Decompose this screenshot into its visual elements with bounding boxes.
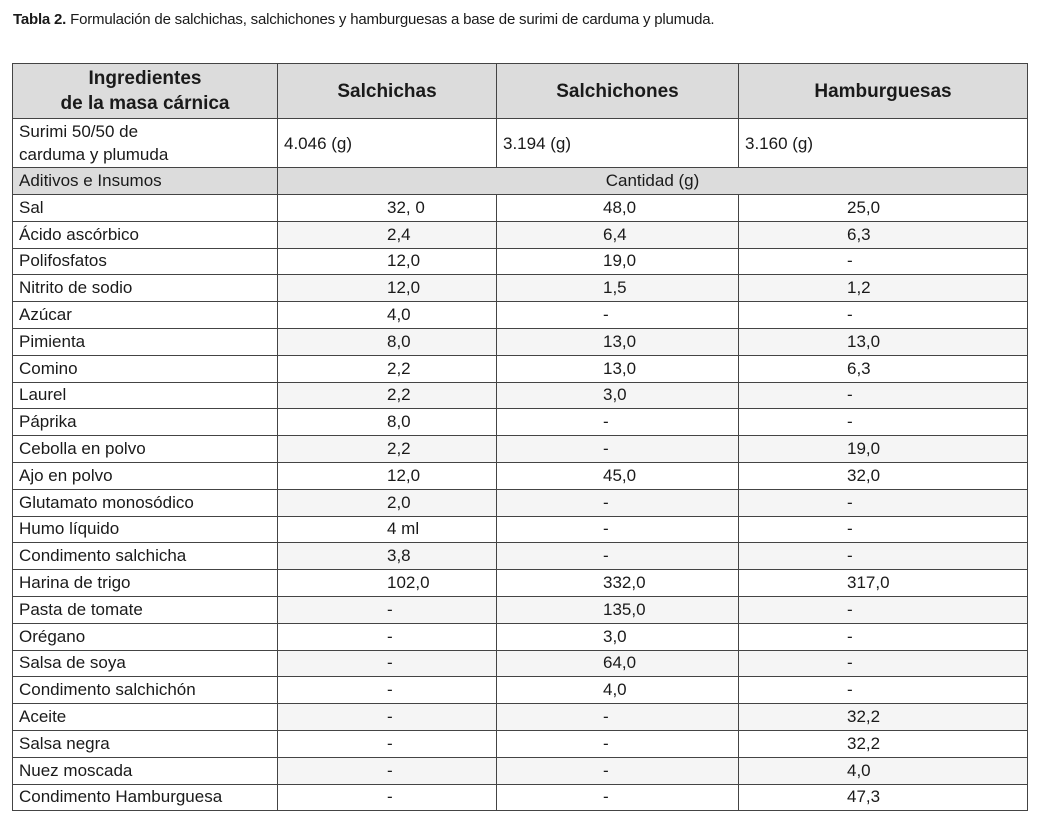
cell-hamburguesas (739, 248, 1028, 275)
cell-value: 6,4 (603, 224, 627, 244)
cell-salchichas (278, 328, 497, 355)
cell-value: 13,0 (603, 331, 637, 351)
ingredient-label: Humo líquido (13, 516, 278, 543)
cell-value: 32,2 (847, 707, 881, 727)
cell-value: - (847, 546, 853, 566)
table-row (13, 489, 1028, 516)
surimi-label-line2: carduma y plumuda (19, 145, 169, 164)
cell-value: - (387, 760, 393, 780)
table-row (13, 382, 1028, 409)
header-hamburguesas: Hamburguesas (739, 64, 1028, 119)
cell-hamburguesas (739, 704, 1028, 731)
cell-hamburguesas (739, 436, 1028, 463)
cell-hamburguesas (739, 677, 1028, 704)
ingredient-label: Condimento salchichón (13, 677, 278, 704)
cell-salchichones (497, 730, 739, 757)
cell-value: 12,0 (387, 251, 421, 271)
header-ingredients-line2: de la masa cárnica (60, 93, 230, 114)
cell-value: - (603, 412, 609, 432)
cell-salchichas (278, 489, 497, 516)
ingredient-label: Cebolla en polvo (13, 436, 278, 463)
cell-salchichas (278, 382, 497, 409)
cell-salchichones (497, 516, 739, 543)
ingredient-label: Azúcar (13, 302, 278, 329)
cell-value: - (847, 599, 853, 619)
cell-salchichas (278, 248, 497, 275)
cell-salchichones (497, 275, 739, 302)
cell-salchichones (497, 355, 739, 382)
cell-value: 2,2 (387, 385, 411, 405)
ingredient-label: Comino (13, 355, 278, 382)
cell-hamburguesas (739, 784, 1028, 811)
cell-value: 4,0 (847, 760, 871, 780)
cell-hamburguesas (739, 596, 1028, 623)
cell-value: - (847, 385, 853, 405)
cell-salchichones (497, 462, 739, 489)
cell-value: - (387, 653, 393, 673)
ingredient-label: Páprika (13, 409, 278, 436)
cell-value: - (847, 519, 853, 539)
cell-salchichas (278, 570, 497, 597)
table-row (13, 275, 1028, 302)
cell-value: 8,0 (387, 331, 411, 351)
cell-salchichas (278, 275, 497, 302)
cell-salchichas (278, 436, 497, 463)
ingredient-label: Ácido ascórbico (13, 221, 278, 248)
cell-salchichones (497, 195, 739, 222)
table-row (13, 543, 1028, 570)
cell-salchichas (278, 355, 497, 382)
cell-salchichas (278, 757, 497, 784)
cell-value: 2,2 (387, 439, 411, 459)
cell-hamburguesas (739, 328, 1028, 355)
cell-value: - (387, 707, 393, 727)
cell-hamburguesas (739, 195, 1028, 222)
cell-salchichones (497, 623, 739, 650)
cell-value: 12,0 (387, 465, 421, 485)
cell-value: - (603, 546, 609, 566)
ingredient-label: Ajo en polvo (13, 462, 278, 489)
cell-salchichas (278, 543, 497, 570)
cell-value: - (603, 519, 609, 539)
cell-value: 3,8 (387, 546, 411, 566)
cell-salchichones (497, 784, 739, 811)
cell-value: 19,0 (603, 251, 637, 271)
cell-salchichones (497, 650, 739, 677)
ingredient-label: Pimienta (13, 328, 278, 355)
cell-value: 102,0 (387, 573, 430, 593)
cell-hamburguesas (739, 543, 1028, 570)
table-row (13, 328, 1028, 355)
table-row (13, 248, 1028, 275)
cell-value: 48,0 (603, 197, 637, 217)
cell-hamburguesas (739, 623, 1028, 650)
cell-value: 2,4 (387, 224, 411, 244)
ingredient-label: Laurel (13, 382, 278, 409)
cell-salchichas (278, 409, 497, 436)
cell-hamburguesas (739, 730, 1028, 757)
table-row (13, 436, 1028, 463)
surimi-label-line1: Surimi 50/50 de (19, 122, 139, 141)
cell-value: 45,0 (603, 465, 637, 485)
cell-value: 6,3 (847, 224, 871, 244)
surimi-label (13, 119, 278, 168)
cell-value: 4,0 (603, 680, 627, 700)
cell-salchichas (278, 462, 497, 489)
ingredient-label: Pasta de tomate (13, 596, 278, 623)
ingredient-label: Nitrito de sodio (13, 275, 278, 302)
cell-value: 3,0 (603, 385, 627, 405)
cell-salchichones (497, 328, 739, 355)
cell-value: - (387, 599, 393, 619)
cell-hamburguesas (739, 355, 1028, 382)
cell-value: 32,0 (847, 465, 881, 485)
caption-text: Formulación de salchichas, salchichones y hamburguesas a base de surimi de carduma y plumuda. (66, 11, 715, 28)
cell-value: - (603, 707, 609, 727)
cell-salchichas (278, 730, 497, 757)
cell-value: - (847, 626, 853, 646)
cell-salchichas (278, 596, 497, 623)
cell-value: - (387, 733, 393, 753)
surimi-salchichas: 4.046 (g) (278, 119, 497, 168)
cell-hamburguesas (739, 516, 1028, 543)
table-caption (13, 11, 714, 28)
ingredient-label: Salsa negra (13, 730, 278, 757)
cell-salchichones (497, 436, 739, 463)
cell-value: 1,5 (603, 278, 627, 298)
cell-value: - (387, 626, 393, 646)
cell-value: 135,0 (603, 599, 646, 619)
table-row (13, 730, 1028, 757)
cell-value: - (847, 680, 853, 700)
table-row (13, 221, 1028, 248)
cell-salchichones (497, 704, 739, 731)
header-row (13, 64, 1028, 119)
formulation-table (12, 63, 1028, 811)
ingredient-label: Condimento salchicha (13, 543, 278, 570)
table-row (13, 757, 1028, 784)
table-row (13, 784, 1028, 811)
header-ingredients-line1: Ingredientes (88, 68, 202, 89)
cell-salchichas (278, 784, 497, 811)
ingredient-label: Condimento Hamburguesa (13, 784, 278, 811)
ingredient-label: Harina de trigo (13, 570, 278, 597)
table-row (13, 462, 1028, 489)
header-salchichones: Salchichones (497, 64, 739, 119)
section-row (13, 168, 1028, 195)
ingredient-label: Salsa de soya (13, 650, 278, 677)
cell-salchichas (278, 650, 497, 677)
table-row (13, 596, 1028, 623)
cell-salchichones (497, 409, 739, 436)
cell-salchichones (497, 382, 739, 409)
table-row (13, 355, 1028, 382)
table-row (13, 409, 1028, 436)
cell-value: 4,0 (387, 305, 411, 325)
cell-value: 2,2 (387, 358, 411, 378)
cell-salchichas (278, 516, 497, 543)
cell-salchichas (278, 623, 497, 650)
cell-value: 32, 0 (387, 197, 425, 217)
cell-salchichas (278, 677, 497, 704)
cell-value: 317,0 (847, 573, 890, 593)
cell-value: - (847, 653, 853, 673)
cell-hamburguesas (739, 489, 1028, 516)
header-salchichas: Salchichas (278, 64, 497, 119)
cell-value: 25,0 (847, 197, 881, 217)
cell-value: 13,0 (603, 358, 637, 378)
table-row (13, 650, 1028, 677)
cell-salchichas (278, 221, 497, 248)
cell-hamburguesas (739, 570, 1028, 597)
table-row (13, 704, 1028, 731)
table-row (13, 677, 1028, 704)
cell-hamburguesas (739, 462, 1028, 489)
cell-value: - (847, 412, 853, 432)
cell-value: 19,0 (847, 439, 881, 459)
cell-value: - (387, 787, 393, 807)
cell-value: - (603, 760, 609, 780)
cell-salchichones (497, 757, 739, 784)
cell-salchichones (497, 570, 739, 597)
cell-value: 4 ml (387, 519, 420, 539)
ingredient-label: Nuez moscada (13, 757, 278, 784)
table-row (13, 195, 1028, 222)
ingredient-label: Glutamato monosódico (13, 489, 278, 516)
cell-value: - (847, 251, 853, 271)
cell-value: - (603, 439, 609, 459)
header-ingredients (13, 64, 278, 119)
table-row (13, 302, 1028, 329)
cell-value: 1,2 (847, 278, 871, 298)
cell-value: 3,0 (603, 626, 627, 646)
cell-salchichones (497, 489, 739, 516)
cell-value: 12,0 (387, 278, 421, 298)
cell-value: - (387, 680, 393, 700)
caption-lead: Tabla 2. (13, 11, 67, 28)
cell-salchichones (497, 543, 739, 570)
ingredient-label: Orégano (13, 623, 278, 650)
cell-value: - (603, 733, 609, 753)
cell-value: 13,0 (847, 331, 881, 351)
cell-value: 47,3 (847, 787, 881, 807)
cell-hamburguesas (739, 275, 1028, 302)
cell-value: 2,0 (387, 492, 411, 512)
cell-hamburguesas (739, 221, 1028, 248)
ingredient-label: Polifosfatos (13, 248, 278, 275)
cell-hamburguesas (739, 382, 1028, 409)
cell-value: - (847, 305, 853, 325)
section-label: Aditivos e Insumos (13, 168, 278, 195)
cell-hamburguesas (739, 302, 1028, 329)
cell-salchichones (497, 677, 739, 704)
cell-salchichas (278, 302, 497, 329)
surimi-row (13, 119, 1028, 168)
cell-value: 6,3 (847, 358, 871, 378)
cell-salchichones (497, 248, 739, 275)
cell-salchichones (497, 302, 739, 329)
ingredient-label: Aceite (13, 704, 278, 731)
cell-value: 8,0 (387, 412, 411, 432)
cell-value: - (847, 492, 853, 512)
cell-value: - (603, 305, 609, 325)
section-span-label: Cantidad (g) (278, 168, 1028, 195)
surimi-salchichones: 3.194 (g) (497, 119, 739, 168)
table-row (13, 516, 1028, 543)
cell-salchichones (497, 596, 739, 623)
cell-hamburguesas (739, 757, 1028, 784)
cell-value: 64,0 (603, 653, 637, 673)
cell-value: 32,2 (847, 733, 881, 753)
ingredient-label: Sal (13, 195, 278, 222)
cell-salchichones (497, 221, 739, 248)
cell-value: - (603, 492, 609, 512)
cell-hamburguesas (739, 650, 1028, 677)
table-row (13, 570, 1028, 597)
cell-salchichas (278, 704, 497, 731)
cell-value: - (603, 787, 609, 807)
surimi-hamburguesas: 3.160 (g) (739, 119, 1028, 168)
cell-hamburguesas (739, 409, 1028, 436)
cell-value: 332,0 (603, 573, 646, 593)
table-row (13, 623, 1028, 650)
cell-salchichas (278, 195, 497, 222)
